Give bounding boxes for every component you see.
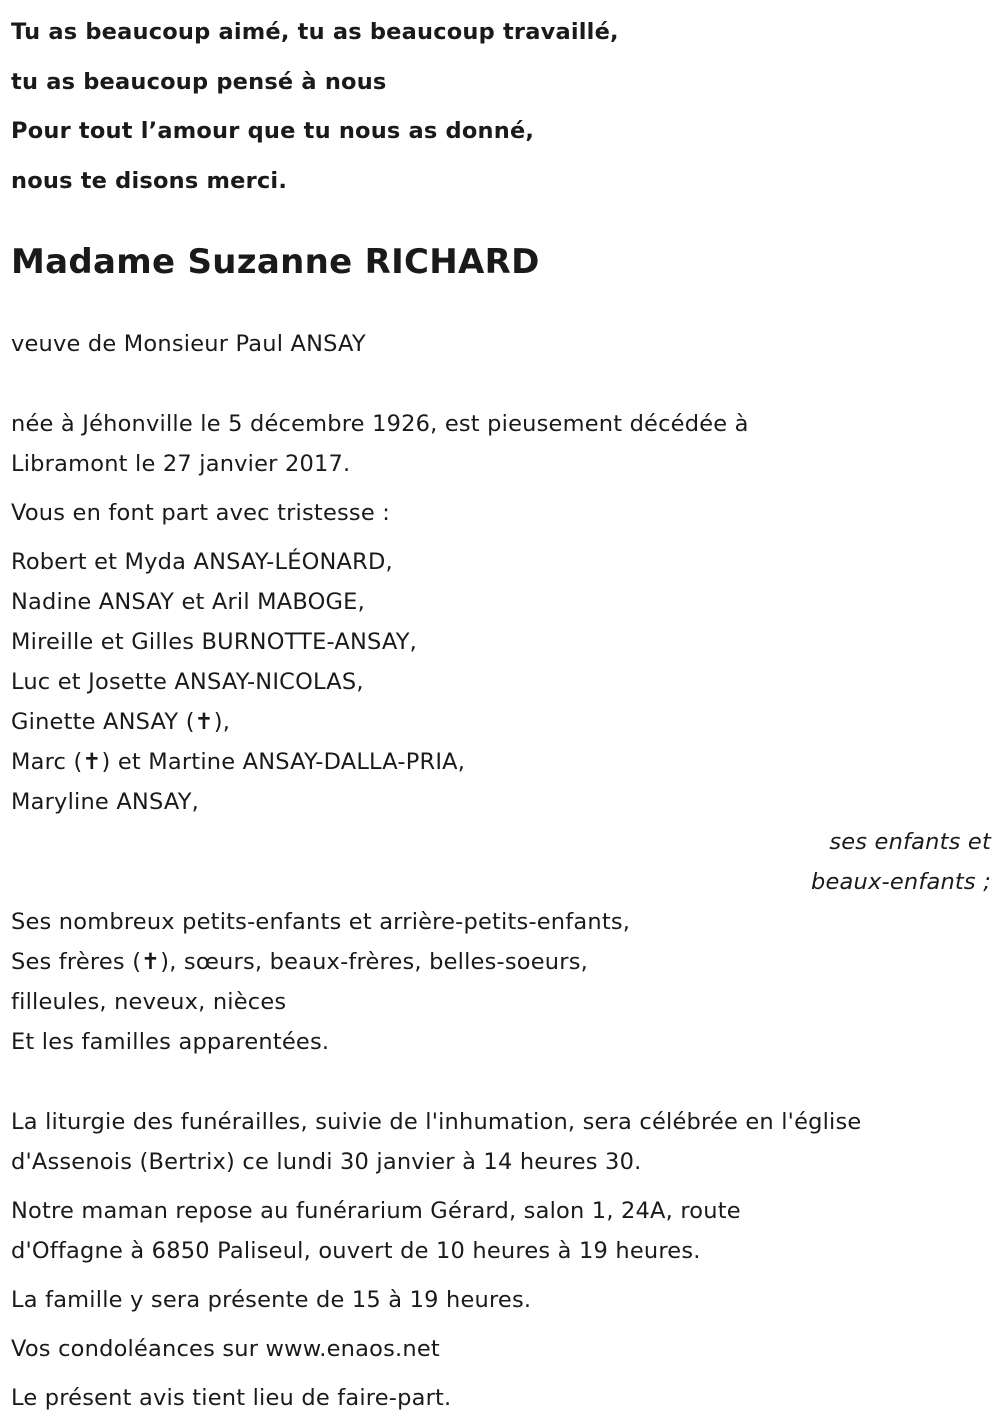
list-item: Ses nombreux petits-enfants et arrière-petits-enfants,: [11, 909, 631, 935]
list-item: Ginette ANSAY (✝),: [11, 709, 231, 735]
notice: Le présent avis tient lieu de faire-part.: [11, 1385, 452, 1411]
list-item: Marc (✝) et Martine ANSAY-DALLA-PRIA,: [11, 749, 466, 775]
poem-line: tu as beaucoup pensé à nous: [11, 68, 387, 95]
children-relation: [11, 822, 991, 902]
family-presence: La famille y sera présente de 15 à 19 heures.: [11, 1287, 532, 1313]
text-line: d'Assenois (Bertrix) ce lundi 30 janvier à 14 heures 30.: [11, 1149, 642, 1175]
announcement: Vous en font part avec tristesse :: [11, 500, 391, 526]
list-item: Ses frères (✝), sœurs, beaux-frères, belles-soeurs,: [11, 949, 588, 975]
poem-line: Pour tout l’amour que tu nous as donné,: [11, 118, 535, 144]
text-line: d'Offagne à 6850 Paliseul, ouvert de 10 heures à 19 heures.: [11, 1238, 701, 1264]
list-item: Maryline ANSAY,: [11, 789, 199, 815]
list-item: Nadine ANSAY et Aril MABOGE,: [11, 589, 365, 615]
poem-line: nous te disons merci.: [11, 167, 288, 194]
liturgy-details: [11, 1102, 991, 1182]
text-line: Libramont le 27 janvier 2017.: [11, 451, 351, 477]
condolences: Vos condoléances sur www.enaos.net: [11, 1336, 440, 1362]
deceased-name: Madame Suzanne RICHARD: [11, 242, 540, 282]
poem: [11, 0, 991, 206]
relation-line: beaux-enfants ;: [811, 869, 991, 895]
obituary-notice: [11, 0, 991, 1418]
list-item: Robert et Myda ANSAY-LÉONARD,: [11, 549, 393, 575]
text-line: La liturgie des funérailles, suivie de l'inhumation, sera célébrée en l'église: [11, 1109, 862, 1135]
list-item: Luc et Josette ANSAY-NICOLAS,: [11, 669, 364, 695]
text-line: Notre maman repose au funérarium Gérard, salon 1, 24A, route: [11, 1198, 741, 1224]
list-item: Et les familles apparentées.: [11, 1029, 330, 1055]
funerarium-details: [11, 1191, 991, 1271]
relatives-list: [11, 902, 991, 1062]
text-line: née à Jéhonville le 5 décembre 1926, est pieusement décédée à: [11, 411, 749, 437]
children-list: [11, 542, 991, 822]
widow-of: veuve de Monsieur Paul ANSAY: [11, 331, 366, 357]
list-item: filleules, neveux, nièces: [11, 989, 287, 1015]
poem-line: Tu as beaucoup aimé, tu as beaucoup travaillé,: [11, 19, 619, 45]
relation-line: ses enfants et: [829, 829, 991, 855]
birth-death-details: [11, 404, 991, 484]
list-item: Mireille et Gilles BURNOTTE-ANSAY,: [11, 629, 418, 655]
